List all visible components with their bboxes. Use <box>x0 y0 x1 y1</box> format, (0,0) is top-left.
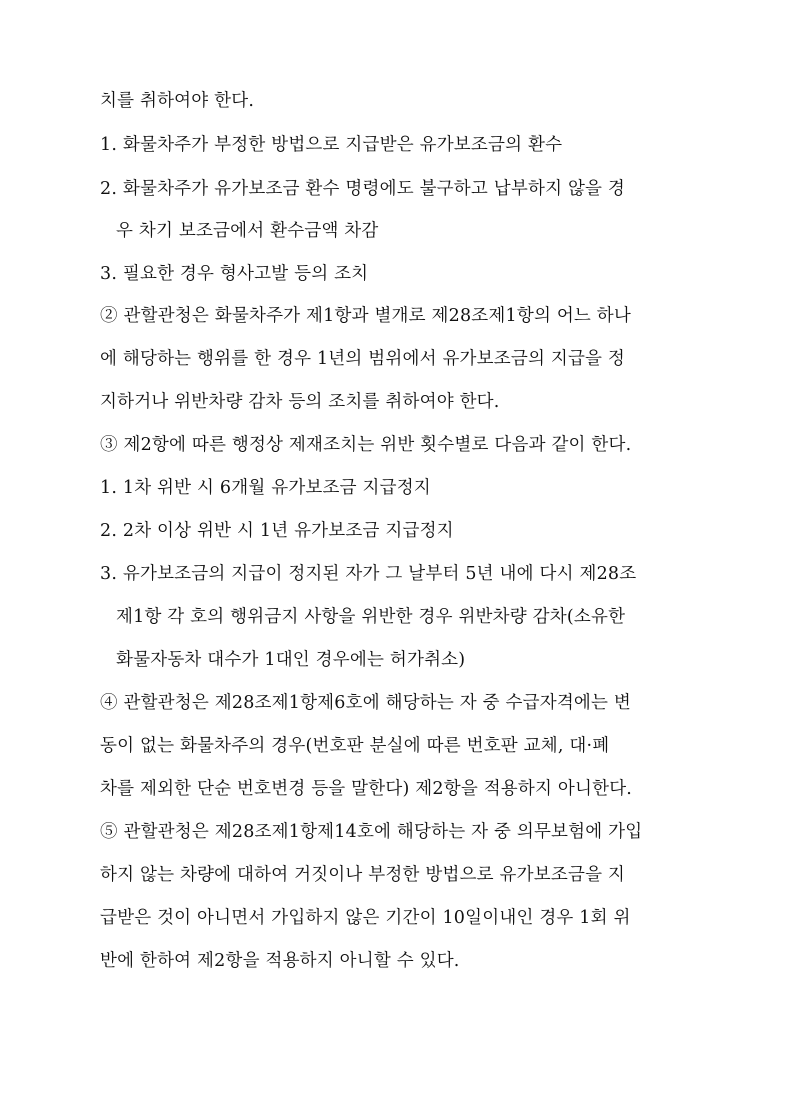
text-line: 화물자동차 대수가 1대인 경우에는 허가취소) <box>116 650 466 670</box>
text-line: ② 관할관청은 화물차주가 제1항과 별개로 제28조제1항의 어느 하나 <box>100 306 631 326</box>
text-line: ⑤ 관할관청은 제28조제1항제14호에 해당하는 자 중 의무보험에 가입 <box>100 822 643 842</box>
text-line: 지하거나 위반차량 감차 등의 조치를 취하여야 한다. <box>100 392 500 412</box>
text-line: ④ 관할관청은 제28조제1항제6호에 해당하는 자 중 수급자격에는 변 <box>100 693 631 713</box>
text-line: 에 해당하는 행위를 한 경우 1년의 범위에서 유가보조금의 지급을 정 <box>100 349 626 369</box>
text-line: 1. 화물차주가 부정한 방법으로 지급받은 유가보조금의 환수 <box>100 135 563 155</box>
text-line: 2. 2차 이상 위반 시 1년 유가보조금 지급정지 <box>100 521 454 541</box>
text-line: 3. 유가보조금의 지급이 정지된 자가 그 날부터 5년 내에 다시 제28조 <box>100 564 637 584</box>
text-line: 하지 않는 차량에 대하여 거짓이나 부정한 방법으로 유가보조금을 지 <box>100 865 626 885</box>
text-line: ③ 제2항에 따른 행정상 제재조치는 위반 횟수별로 다음과 같이 한다. <box>100 435 632 455</box>
text-line: 반에 한하여 제2항을 적용하지 아니할 수 있다. <box>100 951 460 971</box>
text-line: 우 차기 보조금에서 환수금액 차감 <box>116 221 379 241</box>
text-line: 치를 취하여야 한다. <box>100 91 255 111</box>
text-line: 동이 없는 화물차주의 경우(번호판 분실에 따른 번호판 교체, 대·폐 <box>100 736 610 756</box>
text-line: 1. 1차 위반 시 6개월 유가보조금 지급정지 <box>100 478 431 498</box>
text-line: 3. 필요한 경우 형사고발 등의 조치 <box>100 264 369 284</box>
text-line: 제1항 각 호의 행위금지 사항을 위반한 경우 위반차량 감차(소유한 <box>116 607 626 627</box>
text-line: 급받은 것이 아니면서 가입하지 않은 기간이 10일이내인 경우 1회 위 <box>100 908 631 928</box>
text-line: 2. 화물차주가 유가보조금 환수 명령에도 불구하고 납부하지 않을 경 <box>100 179 626 199</box>
text-line: 차를 제외한 단순 번호변경 등을 말한다) 제2항을 적용하지 아니한다. <box>100 779 633 799</box>
